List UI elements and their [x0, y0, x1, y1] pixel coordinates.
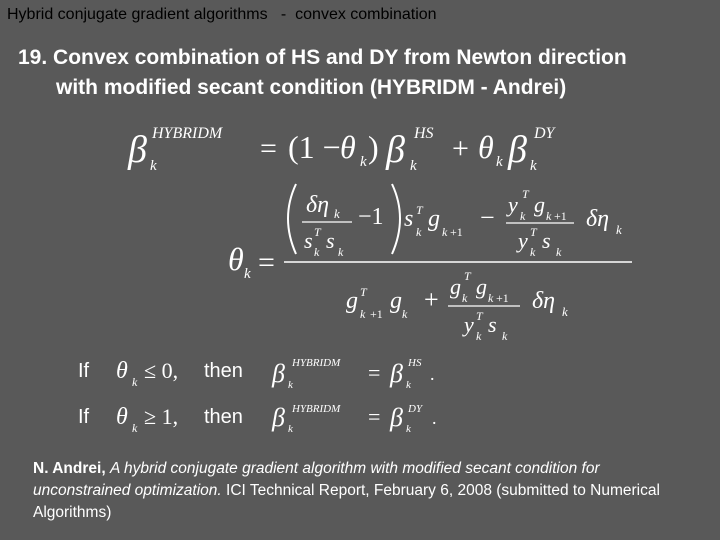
svg-text:δη: δη — [532, 288, 556, 314]
beta-hybridm-superscript: HYBRIDM — [152, 125, 223, 142]
svg-text:β: β — [386, 129, 405, 171]
svg-text:g: g — [346, 288, 358, 314]
svg-text:+: + — [452, 132, 469, 165]
svg-text:g: g — [428, 206, 440, 232]
slide-header: Hybrid conjugate gradient algorithms - convex combination — [7, 6, 437, 23]
svg-text:=: = — [368, 360, 381, 385]
svg-text:θ: θ — [478, 129, 494, 165]
svg-text:s: s — [326, 228, 335, 253]
beta-hybridm-formula — [127, 125, 557, 174]
svg-text:s: s — [304, 228, 313, 253]
svg-text:k: k — [462, 291, 468, 305]
svg-text:k: k — [562, 304, 568, 319]
svg-text:k: k — [496, 154, 503, 170]
svg-text:θ: θ — [228, 241, 244, 277]
svg-text:+1: +1 — [370, 307, 383, 321]
svg-text:k: k — [530, 158, 537, 174]
svg-text:.: . — [430, 364, 435, 384]
svg-text:g: g — [450, 274, 461, 299]
svg-text:HYBRIDM: HYBRIDM — [292, 403, 341, 415]
svg-text:k: k — [360, 307, 366, 321]
svg-text:HYBRIDM: HYBRIDM — [292, 357, 341, 369]
svg-text:−1: −1 — [358, 204, 384, 230]
svg-text:T: T — [464, 269, 471, 283]
svg-text:k: k — [556, 245, 562, 259]
svg-text:T: T — [530, 225, 537, 239]
condition-2-then: then — [204, 406, 243, 428]
svg-text:k: k — [488, 291, 494, 305]
condition-1-if: If — [78, 360, 90, 382]
svg-text:k: k — [442, 225, 448, 239]
svg-text:k: k — [546, 209, 552, 223]
svg-text:k: k — [132, 375, 138, 389]
svg-text:(1 −: (1 − — [288, 129, 341, 165]
reference — [33, 458, 693, 524]
svg-text:k: k — [360, 154, 367, 170]
condition-1-then: then — [204, 360, 243, 382]
svg-text:−: − — [480, 203, 495, 232]
svg-text:): ) — [368, 129, 379, 165]
svg-text:s: s — [404, 206, 414, 232]
theta-formula — [228, 184, 632, 343]
svg-text:y: y — [518, 228, 528, 253]
svg-text:k: k — [288, 379, 293, 391]
svg-text:g: g — [534, 192, 545, 217]
svg-text:k: k — [244, 266, 251, 282]
svg-text:β: β — [272, 359, 285, 388]
svg-text:≥ 1,: ≥ 1, — [144, 404, 179, 429]
svg-text:β: β — [390, 359, 403, 388]
svg-text:k: k — [334, 206, 340, 221]
title-line-1: 19. Convex combination of HS and DY from Newton direction — [18, 46, 627, 69]
reference-title: A hybrid conjugate gradient algorithm with modified secant condition for unconstrained optimization. — [33, 460, 600, 499]
svg-text:k: k — [476, 329, 482, 343]
svg-text:HS: HS — [408, 357, 422, 369]
svg-text:=: = — [260, 132, 277, 165]
svg-text:T: T — [476, 309, 483, 323]
svg-text:=: = — [258, 246, 275, 279]
svg-text:≤ 0,: ≤ 0, — [144, 358, 179, 383]
svg-text:T: T — [314, 225, 321, 239]
svg-text:δη: δη — [586, 206, 610, 232]
svg-text:k: k — [616, 222, 622, 237]
reference-author: N. Andrei, — [33, 460, 106, 477]
svg-text:k: k — [416, 225, 422, 239]
svg-text:k: k — [406, 423, 411, 435]
title-line-2: with modified secant condition (HYBRIDM - Andrei) — [56, 76, 567, 99]
svg-text:T: T — [416, 203, 423, 217]
svg-text:β: β — [508, 129, 527, 171]
svg-text:θ: θ — [116, 358, 128, 384]
svg-text:+1: +1 — [554, 209, 567, 223]
svg-text:k: k — [150, 158, 157, 174]
svg-text:k: k — [338, 245, 344, 259]
svg-text:θ: θ — [340, 129, 356, 165]
condition-1-math — [116, 357, 435, 391]
svg-text:+1: +1 — [496, 291, 509, 305]
svg-text:T: T — [360, 285, 367, 299]
reference-details: ICI Technical Report, February 6, 2008 (submitted to Numerical Algorithms) — [33, 482, 660, 521]
condition-2-if: If — [78, 406, 90, 428]
svg-text:.: . — [432, 408, 437, 428]
condition-2-math — [116, 403, 437, 435]
svg-text:s: s — [488, 312, 497, 337]
svg-text:+1: +1 — [450, 225, 463, 239]
svg-text:k: k — [530, 245, 536, 259]
svg-text:β: β — [390, 403, 403, 432]
svg-text:β: β — [272, 403, 285, 432]
svg-text:θ: θ — [116, 404, 128, 430]
svg-text:k: k — [406, 379, 411, 391]
svg-text:+: + — [424, 285, 439, 314]
svg-text:s: s — [542, 228, 551, 253]
svg-text:y: y — [508, 192, 518, 217]
svg-text:DY: DY — [408, 403, 423, 415]
svg-text:δη: δη — [306, 192, 330, 218]
beta-dy-superscript: DY — [534, 125, 555, 142]
beta-hs-superscript: HS — [414, 125, 434, 142]
svg-text:k: k — [314, 245, 320, 259]
svg-text:g: g — [476, 274, 487, 299]
svg-text:β: β — [128, 129, 147, 171]
svg-text:T: T — [522, 187, 529, 201]
svg-text:k: k — [410, 158, 417, 174]
svg-text:g: g — [390, 288, 402, 314]
svg-text:k: k — [502, 329, 508, 343]
svg-text:k: k — [132, 421, 138, 435]
svg-text:k: k — [288, 423, 293, 435]
svg-text:=: = — [368, 404, 381, 429]
svg-text:y: y — [464, 312, 474, 337]
svg-text:k: k — [520, 209, 526, 223]
svg-text:k: k — [402, 307, 408, 321]
